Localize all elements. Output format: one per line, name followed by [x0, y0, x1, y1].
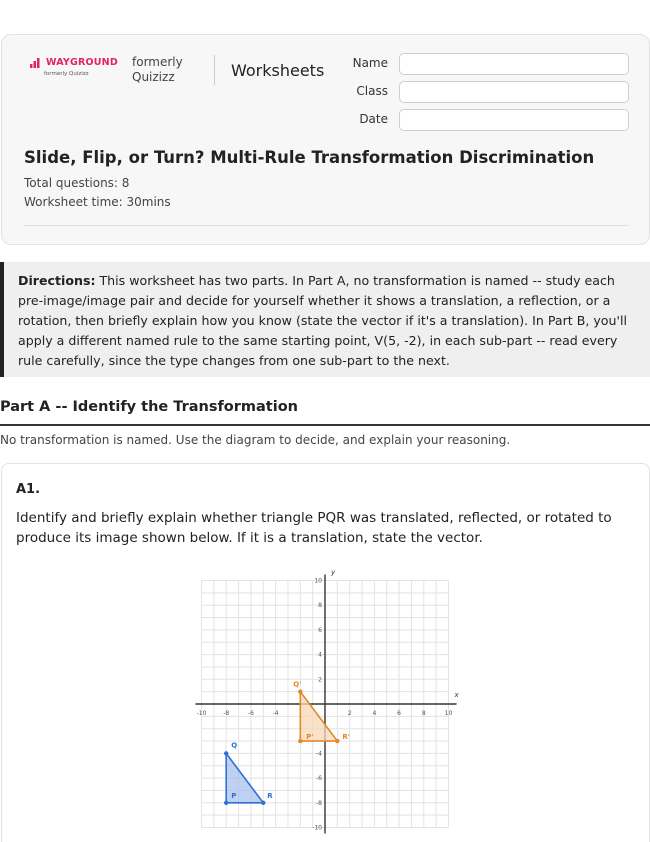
x-tick-label: 2 [347, 710, 352, 717]
x-axis-label: x [454, 691, 459, 699]
worksheet-time: Worksheet time: 30mins [24, 195, 171, 209]
formerly-note [132, 55, 183, 85]
preimage-vertex-0 [224, 751, 228, 755]
image-vertex-2 [335, 739, 339, 743]
question-text: Identify and briefly explain whether triangle PQR was translated, reflected, or rotated to produce its image shown below. If it is a translation, state the vector. [16, 510, 612, 546]
preimage-vertex-label: Q [231, 741, 238, 750]
directions-text: This worksheet has two parts. In Part A, no transformation is named -- study each pre-image/image pair and decide for yourself whether it shows a translation, a reflection, or a rotation, then briefly explain how you know (state the vector if it's a translation). In Part B, you'll apply a different named rule to the same starting point, V(5, -2), in each sub-part -- read every rule carefully, since the type changes from one sub-part to the next. [18, 273, 627, 368]
x-tick-label: 10 [444, 710, 453, 717]
x-tick-label: 6 [397, 710, 402, 717]
y-tick-label: 2 [318, 676, 322, 684]
class-field[interactable] [399, 81, 629, 103]
name-field[interactable] [399, 53, 629, 75]
x-tick-label: -8 [223, 710, 230, 717]
class-label: Class [356, 84, 388, 98]
header-divider [214, 55, 215, 85]
total-questions: Total questions: 8 [24, 176, 130, 190]
image-vertex-label: Q' [293, 680, 302, 689]
header-rule [24, 225, 629, 226]
y-axis-label: y [331, 568, 336, 577]
x-tick-label: -10 [196, 710, 207, 717]
part-a-title: Part A -- Identify the Transformation [0, 399, 298, 415]
x-tick-label: -6 [247, 710, 254, 717]
directions-box [0, 262, 650, 377]
y-tick-label: -6 [316, 775, 322, 783]
y-tick-label: 4 [318, 651, 322, 659]
x-tick-label: 4 [372, 710, 377, 717]
image-vertex-label: P' [306, 733, 314, 742]
image-vertex-0 [298, 689, 302, 693]
part-a-subtitle: No transformation is named. Use the diagram to decide, and explain your reasoning. [0, 433, 511, 447]
formerly-line-2: Quizizz [132, 70, 175, 84]
directions-label: Directions: [18, 273, 96, 288]
y-tick-label: 10 [314, 577, 322, 585]
image-vertex-label: R' [342, 733, 350, 742]
x-tick-label: 8 [421, 710, 426, 717]
worksheet-title: Slide, Flip, or Turn? Multi-Rule Transformation Discrimination [24, 148, 595, 167]
date-field[interactable] [399, 109, 629, 131]
y-tick-label: -8 [316, 799, 322, 807]
section-label: Worksheets [231, 61, 325, 80]
x-tick-label: -4 [272, 710, 279, 717]
question-number: A1. [16, 482, 41, 497]
coordinate-graph [190, 565, 470, 842]
y-tick-label: 8 [318, 602, 322, 610]
brand-name: WAYGROUND [46, 57, 118, 68]
y-tick-label: 6 [318, 626, 322, 634]
y-tick-label: -4 [316, 750, 322, 758]
image-vertex-1 [298, 739, 302, 743]
preimage-vertex-label: R [267, 791, 273, 800]
worksheet-header [1, 34, 650, 245]
y-tick-label: -10 [312, 824, 322, 832]
preimage-vertex-2 [261, 801, 265, 805]
wayground-logo-icon [30, 58, 44, 68]
brand-subtitle: formerly Quizizz [44, 71, 89, 77]
formerly-line-1: formerly [132, 55, 183, 69]
date-label: Date [359, 112, 388, 126]
name-label: Name [352, 56, 388, 70]
preimage-vertex-1 [224, 801, 228, 805]
part-a-rule [0, 424, 650, 426]
wayground-logo [30, 57, 120, 77]
preimage-vertex-label: P [231, 791, 237, 800]
